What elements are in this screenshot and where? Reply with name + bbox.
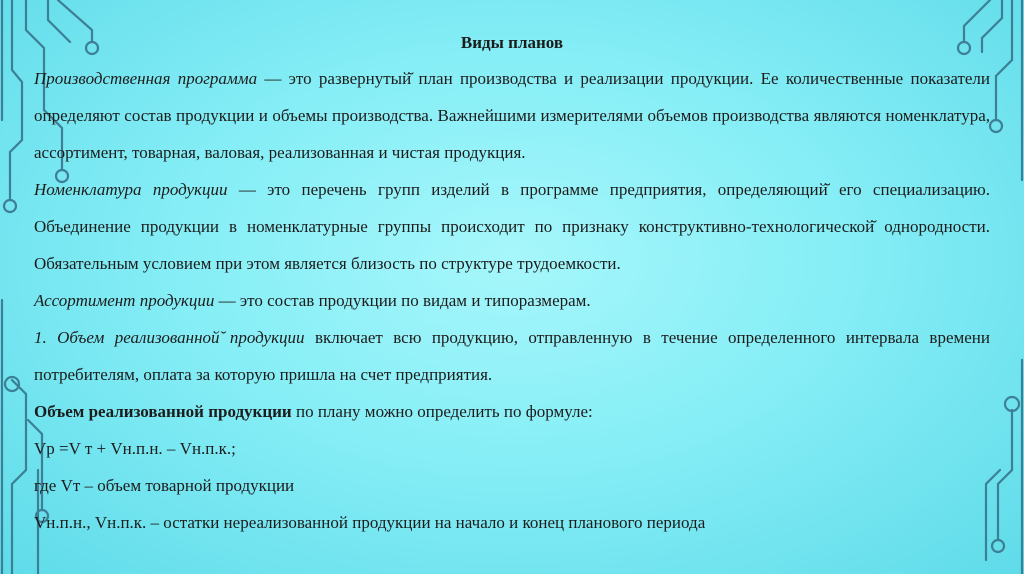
text-formula-intro: по плану можно определить по формуле: [291,402,593,421]
formula: Vр =V т + Vн.п.н. – Vн.п.к.; [34,439,236,458]
term-sold-volume: 1. Объем реализованной̆ продукции [34,328,305,347]
text-sold-volume: включает всю продукцию, отправленную в течение определенного интервала времени потребителям, оплата за которую пришла на счет предприятия. [34,328,990,384]
term-assortment: Ассортимент продукции [34,291,215,310]
term-production-program: Производственная программа [34,69,258,88]
formula-legend-1: где Vт – объем товарной продукции [34,476,295,495]
paragraph-nomenclature [34,171,990,282]
paragraph-assortment [34,282,990,319]
formula-legend-2: Vн.п.н., Vн.п.к. – остатки нереализованной продукции на начало и конец планового периода [34,513,706,532]
text-nomenclature: — это перечень групп изделий в программе предприятия, определяющий̆ его специализацию. Объединение продукции в номенклатурные группы происходит по признаку конструктивно-технологической̆ однородности. Обязательным условием при этом является близость по структуре трудоемкости. [34,180,990,273]
paragraph-sold-volume [34,319,990,393]
slide-content [34,28,990,541]
paragraph-formula-intro [34,393,990,430]
term-nomenclature: Номенклатура продукции [34,180,228,199]
slide-title: Виды планов [460,33,564,52]
text-assortment: — это состав продукции по видам и типоразмерам. [214,291,591,310]
text-production-program: — это развернутый̆ план производства и реализации продукции. Ее количественные показатели определяют состав продукции и объемы производства. Важнейшими измерителями объемов производства являются номенклатура, ассортимент, товарная, валовая, реализованная и чистая продукция. [34,69,990,162]
paragraph-production-program [34,60,990,171]
term-formula-intro: Объем реализованной продукции [34,402,292,421]
